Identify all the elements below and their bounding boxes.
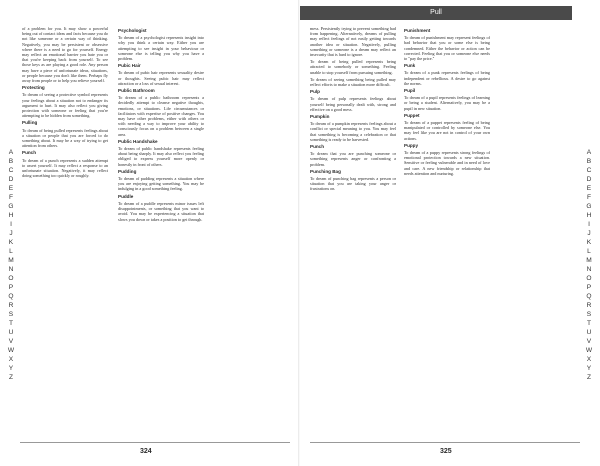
alphabet-letter[interactable]: F — [8, 194, 14, 201]
alphabet-letter[interactable]: V — [8, 338, 14, 345]
entry-text: mess. Persistently trying to prevent something bad from happening. Alternatively, dreams of pulling may reflect feelings of not easily getting towards another idea or situation. Negatively, pulling something or someone is a dream may reflect an insecurity that is hard to ignore. — [310, 26, 396, 58]
alphabet-letter[interactable]: H — [8, 212, 14, 219]
alphabet-letter[interactable]: M — [586, 257, 592, 264]
alphabet-letter[interactable]: E — [8, 185, 14, 192]
entry-text: To dream of being pulled represents being attracted to somebody or something. Feeling unable to stop yourself from pursuing something. — [310, 59, 396, 75]
entry-title: Pubic Hair — [118, 63, 141, 69]
right-alphabet-index — [582, 148, 596, 382]
left-column-2 — [118, 26, 204, 440]
entry-title: Punching Bag — [310, 168, 341, 174]
alphabet-letter[interactable]: R — [8, 302, 14, 309]
alphabet-letter[interactable]: I — [10, 221, 12, 228]
entry-text: To dream of a punch represents a sudden attempt to assert yourself. It may reflect a response to an unfortunate situation. Negatively, it may reflect doing something too quickly or roughly. — [22, 157, 108, 179]
entry-text: To dream that you are punching someone or something represents anger or confronting a problem. — [310, 151, 396, 167]
entry-title: Pulp — [310, 89, 320, 95]
entry-text: To dream of a puddle represents minor issues left disappointments, or something that you want to avoid. You may be experiencing a situation that slows you down or takes a position to get through. — [118, 200, 204, 222]
right-running-header — [300, 6, 572, 20]
alphabet-letter[interactable]: C — [586, 167, 592, 174]
entry-title: Pulling — [22, 120, 38, 126]
alphabet-letter[interactable]: Z — [586, 374, 592, 381]
right-column-2 — [404, 26, 490, 440]
alphabet-letter[interactable]: K — [586, 239, 592, 246]
entry-text: To dream of a puppet represents feeling of being manipulated or controlled by someone else. You may feel like you are not in control of your own actions. — [404, 120, 490, 141]
alphabet-letter[interactable]: U — [8, 329, 14, 336]
alphabet-letter[interactable]: U — [586, 329, 592, 336]
alphabet-letter[interactable]: J — [587, 230, 591, 237]
alphabet-letter[interactable]: L — [587, 248, 591, 255]
alphabet-letter[interactable]: K — [8, 239, 14, 246]
alphabet-letter[interactable]: O — [8, 275, 14, 282]
alphabet-letter[interactable]: P — [8, 284, 14, 291]
left-column-1 — [22, 26, 108, 440]
alphabet-letter[interactable]: O — [586, 275, 592, 282]
entry-title: Pumpkin — [310, 114, 330, 120]
alphabet-letter[interactable]: R — [586, 302, 592, 309]
alphabet-letter[interactable]: E — [586, 185, 592, 192]
entry-text: To dream of public handshake represents feeling about being sharply. It may also reflect you feeling obliged to express yourself more openly or honestly in front of others. — [118, 146, 204, 167]
alphabet-letter[interactable]: N — [586, 266, 592, 273]
alphabet-letter[interactable]: D — [586, 176, 592, 183]
alphabet-letter[interactable]: D — [8, 176, 14, 183]
entry-text: To dream of being pulled represents feelings about a situation or people that you are forced to do something about. It may be a way of trying to get attention from others. — [22, 127, 108, 149]
alphabet-letter[interactable]: Q — [8, 293, 14, 300]
alphabet-letter[interactable]: B — [8, 158, 14, 165]
entry-text: To dream of pudding represents a situation where you are enjoying getting something. You may be indulging in a good something feeling. — [118, 176, 204, 192]
entry-text: To dream of a puppy represents strong feelings of emotional protection towards a new situation. Sensitive or feeling vulnerable and in need of love and care. A new friendship or relationship that needs attention and nurturing. — [404, 150, 490, 176]
entry-text: To dream of seeing a protective symbol represents your feelings about a situation not to endanger its argument to hurt. It may also reflect you giving protection with someone or feeling that you're attempting to be hidden from something. — [22, 92, 108, 119]
entry-title: Psychologist — [118, 28, 147, 33]
alphabet-letter[interactable]: X — [8, 356, 14, 363]
entry-text: To dream of seeing something being pulled may reflect efforts to make a situation more difficult. — [310, 76, 396, 88]
entry-title: Punishment — [404, 28, 431, 33]
alphabet-letter[interactable]: C — [8, 167, 14, 174]
entry-title: Protecting — [22, 85, 45, 91]
right-page — [300, 0, 600, 466]
entry-text: of a problem for you. It may show a powerful being out of contact ideas and facts because you do not like someone or a certain way of thinking. Negatively, you may be persistent or obsessive where there is a need to go for yourself. Energy may reflect an emotional barrier you hate you or that you're keeping back from yourself. To see those keys as are playing a good role. Any person may have a piece of unfortunate ideas, situations, or people because you don't like them. Perhaps fly away from people or to help you relieve yourself. — [22, 26, 108, 84]
entry-text: To dream of a pumpkin represents feelings about a conflict or special meaning to you. You may feel that something is becoming a celebration or that something is ready to be harvested. — [310, 121, 396, 142]
alphabet-letter[interactable]: W — [585, 347, 593, 354]
alphabet-letter[interactable]: H — [586, 212, 592, 219]
alphabet-letter[interactable]: S — [586, 311, 592, 318]
entry-title: Pudding — [118, 168, 137, 174]
entry-title: Punch — [22, 150, 37, 156]
right-column-1 — [310, 26, 396, 440]
entry-text: To dream of a pupil represents feelings of learning or being a student. Alternatively, you may be a pupil in new situation. — [404, 95, 490, 111]
right-footer-rule — [310, 442, 580, 443]
entry-title: Puppet — [404, 112, 420, 118]
alphabet-letter[interactable]: Z — [8, 374, 14, 381]
right-header-text: Pull — [430, 9, 442, 16]
alphabet-letter[interactable]: T — [586, 320, 592, 327]
alphabet-letter[interactable]: V — [586, 338, 592, 345]
entry-text: To dream of a punk represents feelings of being independent or rebellious. A desire to go against the norms. — [404, 70, 490, 86]
entry-title: Puppy — [404, 142, 419, 148]
entry-text: To dream of punching bag represents a person or situation that you are taking your anger or frustrations on. — [310, 176, 396, 192]
alphabet-letter[interactable]: Y — [586, 365, 592, 372]
entry-title: Punk — [404, 63, 416, 69]
entry-text: To dream of punishment may represent feelings of bad behavior that you or some else is being condemned. Either the behavior or action can be corrected. Feeling that you or someone else needs to "pay the price." — [404, 35, 490, 62]
alphabet-letter[interactable]: A — [586, 149, 592, 156]
left-alphabet-index — [4, 148, 18, 382]
alphabet-letter[interactable]: N — [8, 266, 14, 273]
entry-title: Public Bathroom — [118, 88, 155, 94]
alphabet-letter[interactable]: M — [8, 257, 14, 264]
alphabet-letter[interactable]: Y — [8, 365, 14, 372]
entry-title: Public Handshake — [118, 138, 158, 144]
alphabet-letter[interactable]: A — [8, 149, 14, 156]
alphabet-letter[interactable]: B — [586, 158, 592, 165]
alphabet-letter[interactable]: F — [586, 194, 592, 201]
left-footer-rule — [20, 442, 290, 443]
alphabet-letter[interactable]: P — [586, 284, 592, 291]
alphabet-letter[interactable]: G — [586, 203, 592, 210]
entry-text: To dream of a psychologist represents insight into why you think a certain way. Either you are attempting to see insight in your behaviour or someone else is telling you why you have a problem. — [118, 35, 204, 62]
entry-title: Pupil — [404, 88, 416, 94]
entry-text: To dream of a public bathroom represents a decidedly attempt to cleanse negative thoughts, emotions, or situations. Life circumstances or facilitators with expertise of positive changes. You may have other problems, either with others or with needing a way to improve your ability to consciously focus on a problem between a single area. — [118, 95, 204, 137]
left-page-number: 324 — [140, 448, 152, 455]
alphabet-letter[interactable]: S — [8, 311, 14, 318]
right-page-number: 325 — [440, 448, 452, 455]
alphabet-letter[interactable]: J — [9, 230, 13, 237]
alphabet-letter[interactable]: I — [588, 221, 590, 228]
alphabet-letter[interactable]: X — [586, 356, 592, 363]
entry-text: To dream of pulp represents feelings about yourself being personally dealt with, strong and effective on a good mess. — [310, 96, 396, 112]
entry-title: Puddle — [118, 193, 134, 199]
alphabet-letter[interactable]: W — [7, 347, 15, 354]
alphabet-letter[interactable]: Q — [586, 293, 592, 300]
entry-title: Punch — [310, 144, 325, 150]
alphabet-letter[interactable]: L — [9, 248, 13, 255]
entry-text: To dream of pubic hair represents sexuality desire or thoughts. Seeing pubic hair may reflect attraction or a loss of sexual interest. — [118, 70, 204, 86]
alphabet-letter[interactable]: G — [8, 203, 14, 210]
alphabet-letter[interactable]: T — [8, 320, 14, 327]
